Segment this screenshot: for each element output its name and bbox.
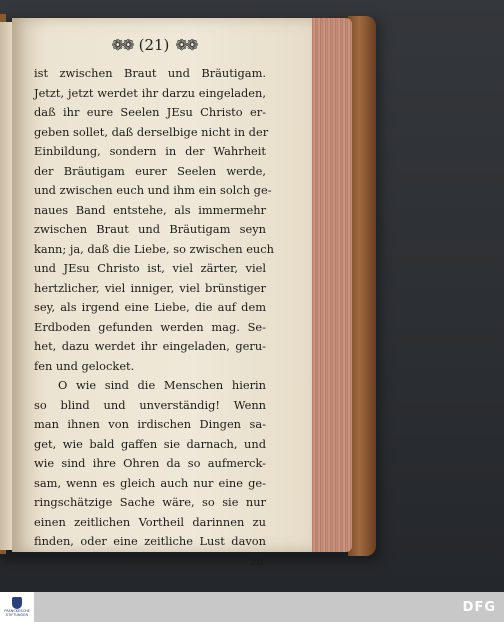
page-header bbox=[96, 34, 212, 56]
viewer-footer-bar bbox=[0, 592, 504, 622]
text-line: O wie sind die Menschen hierin bbox=[58, 378, 266, 392]
text-line: zwischen Braut und Bräutigam seyn bbox=[34, 222, 266, 236]
text-line: ringschätzige Sache wäre, so sie nur bbox=[34, 495, 266, 509]
dfg-logo[interactable]: DFG bbox=[462, 599, 496, 615]
text-line: get, wie bald gaffen sie darnach, und bbox=[34, 436, 266, 451]
ornament-left-icon: ❁❁ bbox=[111, 36, 133, 54]
page-fore-edge bbox=[306, 18, 352, 552]
text-line: wie sind ihre Ohren da so aufmerck- bbox=[34, 456, 266, 470]
book-back-cover bbox=[348, 16, 376, 556]
text-line: het, dazu werdet ihr eingeladen, geru- bbox=[34, 339, 266, 353]
ornament-right-icon: ❁❁ bbox=[175, 36, 197, 54]
text-line: finden, oder eine zeitliche Lust davon bbox=[34, 534, 266, 548]
text-line: geben sollet, daß derselbige nicht in der bbox=[34, 124, 269, 139]
text-line: einen zeitlichen Vortheil darinnen zu bbox=[34, 514, 266, 529]
catchword: zu bbox=[250, 553, 264, 568]
book-page bbox=[12, 18, 312, 568]
text-line: so blind und unverständig! Wenn bbox=[34, 397, 266, 412]
text-line: fen und gelocket. bbox=[34, 358, 135, 373]
text-line: naues Band entstehe, als immermehr bbox=[34, 202, 266, 217]
text-line: der Bräutigam eurer Seelen werde, bbox=[34, 163, 266, 178]
logo-caption: FRANCKESCHE STIFTUNGEN bbox=[4, 609, 30, 617]
text-line: sey, als irgend eine Liebe, die auf dem bbox=[34, 300, 266, 314]
text-line: und zwischen euch und ihm ein solch ge- bbox=[34, 183, 272, 197]
text-line: und JEsu Christo ist, viel zärter, viel bbox=[34, 261, 266, 275]
text-line: Jetzt, jetzt werdet ihr darzu eingeladen, bbox=[34, 85, 266, 100]
text-line: Einbildung, sondern in der Wahrheit bbox=[34, 144, 266, 158]
text-line: Erdboden gefunden werden mag. Se- bbox=[34, 319, 266, 334]
page-number: (21) bbox=[138, 36, 170, 54]
text-line: sam, wenn es gleich auch nur eine ge- bbox=[34, 475, 266, 490]
text-line: daß ihr eure Seelen JEsu Christo er- bbox=[34, 105, 266, 119]
text-line: man ihnen von irdischen Dingen sa- bbox=[34, 417, 266, 431]
page-text bbox=[34, 64, 274, 571]
text-line: hertzlicher, viel inniger, viel brünstiger bbox=[34, 280, 266, 295]
text-line: ist zwischen Braut und Bräutigam. bbox=[34, 66, 266, 80]
text-line: kann; ja, daß die Liebe, so zwischen euch bbox=[34, 241, 274, 256]
emblem-icon bbox=[12, 597, 22, 609]
institution-logo[interactable] bbox=[0, 592, 34, 622]
